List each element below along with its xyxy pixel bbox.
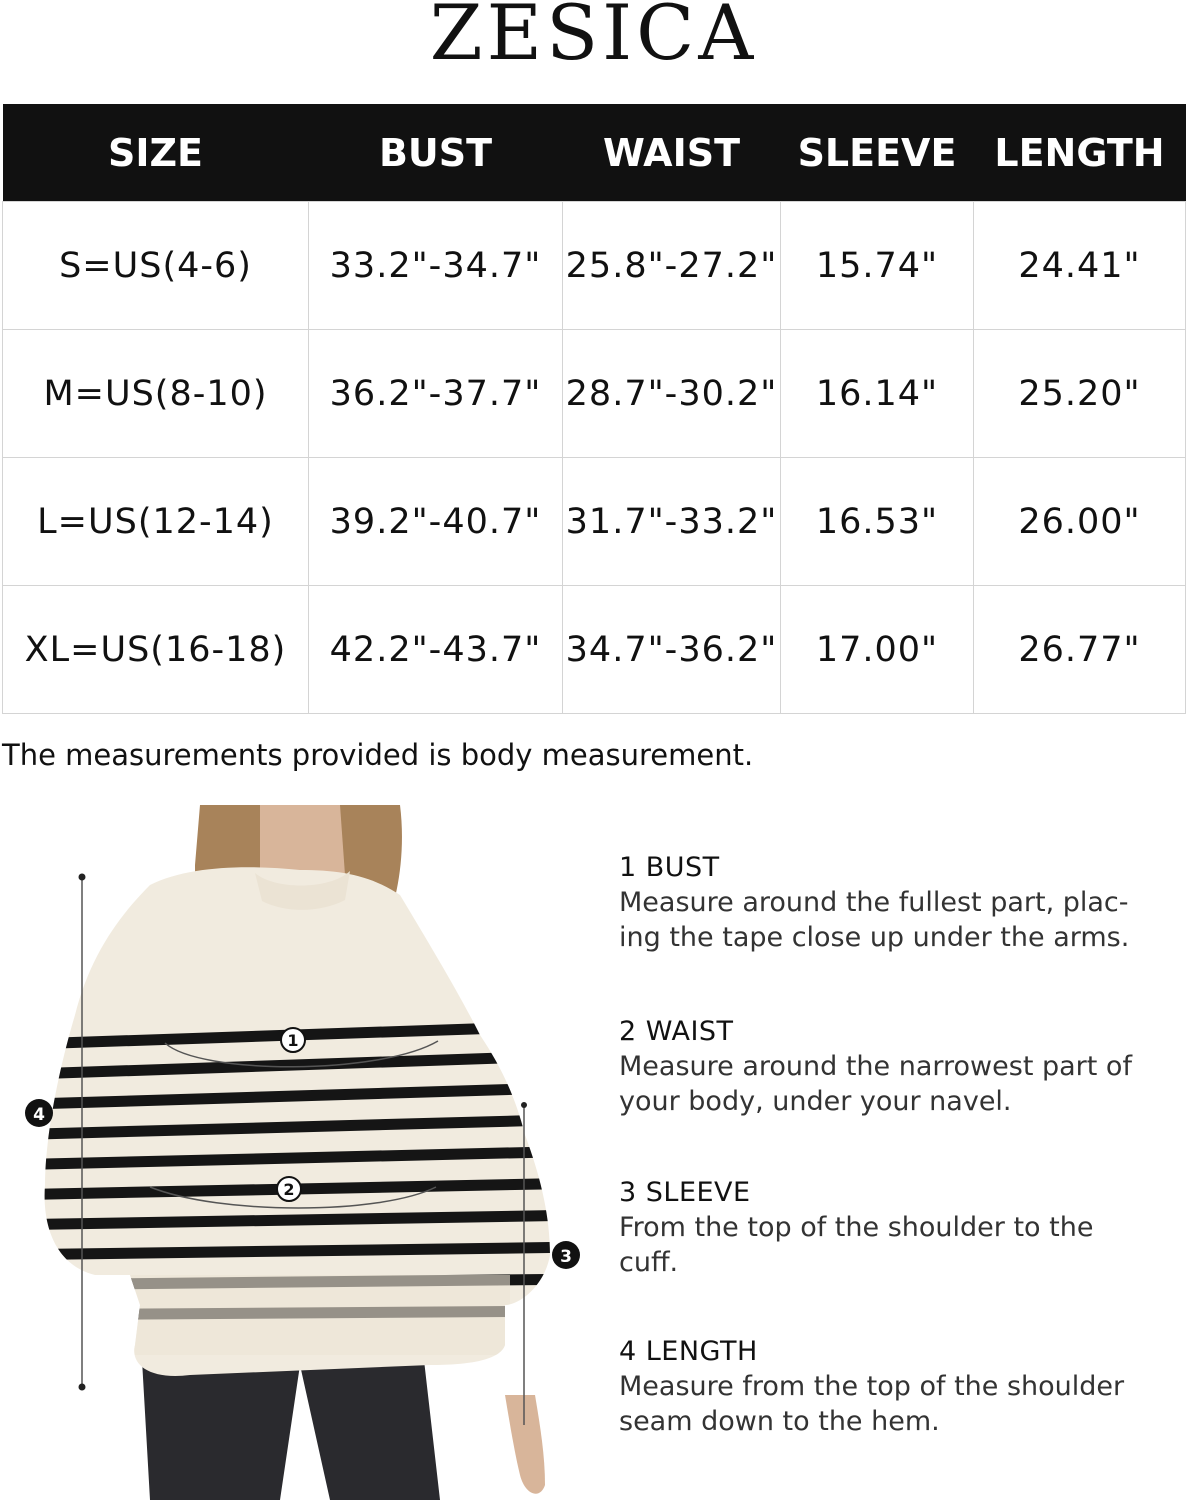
guide-bust: [619, 850, 1159, 955]
cell-bust: 42.2"-43.7": [309, 586, 563, 714]
cell-bust: 39.2"-40.7": [309, 458, 563, 586]
guide-line: your body, under your navel.: [619, 1086, 1012, 1117]
cell-bust: 36.2"-37.7": [309, 330, 563, 458]
marker-2: [277, 1177, 301, 1201]
cell-length: 26.77": [974, 586, 1186, 714]
header-waist: WAIST: [563, 104, 781, 202]
sweater-model-illustration: [0, 805, 590, 1500]
cell-length: 25.20": [974, 330, 1186, 458]
guide-title: 2 WAIST: [619, 1016, 734, 1047]
guide-line: From the top of the shoulder to the: [619, 1212, 1094, 1243]
size-chart-table: [2, 104, 1186, 714]
header-sleeve: SLEEVE: [781, 104, 974, 202]
header-size: SIZE: [3, 104, 309, 202]
cell-size: S=US(4-6): [3, 202, 309, 330]
table-row: [3, 586, 1186, 714]
header-length: LENGTH: [974, 104, 1186, 202]
header-bust: BUST: [309, 104, 563, 202]
guide-line: Measure around the narrowest part of: [619, 1051, 1132, 1082]
marker-4: [25, 1099, 53, 1127]
cell-waist: 25.8"-27.2": [563, 202, 781, 330]
cell-waist: 34.7"-36.2": [563, 586, 781, 714]
table-header-row: [3, 104, 1186, 202]
guide-sleeve: [619, 1175, 1159, 1280]
guide-length: [619, 1334, 1159, 1439]
guide-title: 3 SLEEVE: [619, 1177, 751, 1208]
svg-text:4: 4: [33, 1105, 45, 1125]
marker-3: [552, 1241, 580, 1269]
guide-title: 1 BUST: [619, 852, 720, 883]
guide-line: cuff.: [619, 1247, 679, 1278]
table-row: [3, 330, 1186, 458]
svg-text:3: 3: [560, 1247, 572, 1267]
guide-line: seam down to the hem.: [619, 1406, 940, 1437]
guide-title: 4 LENGTH: [619, 1336, 758, 1367]
marker-1: [281, 1028, 305, 1052]
measurement-note: The measurements provided is body measurement.: [2, 738, 754, 772]
guide-line: Measure from the top of the shoulder: [619, 1371, 1125, 1402]
cell-waist: 31.7"-33.2": [563, 458, 781, 586]
cell-length: 26.00": [974, 458, 1186, 586]
cell-length: 24.41": [974, 202, 1186, 330]
cell-sleeve: 15.74": [781, 202, 974, 330]
table-row: [3, 458, 1186, 586]
guide-line: ing the tape close up under the arms.: [619, 922, 1130, 953]
hand: [505, 1395, 545, 1494]
cell-size: L=US(12-14): [3, 458, 309, 586]
cell-sleeve: 16.14": [781, 330, 974, 458]
svg-text:2: 2: [283, 1180, 295, 1199]
cell-size: M=US(8-10): [3, 330, 309, 458]
cell-sleeve: 17.00": [781, 586, 974, 714]
cell-size: XL=US(16-18): [3, 586, 309, 714]
guide-line: Measure around the fullest part, plac-: [619, 887, 1129, 918]
svg-text:1: 1: [287, 1031, 299, 1050]
cell-sleeve: 16.53": [781, 458, 974, 586]
brand-logo: ZESICA: [429, 0, 758, 77]
cell-bust: 33.2"-34.7": [309, 202, 563, 330]
guide-waist: [619, 1014, 1159, 1119]
cell-waist: 28.7"-30.2": [563, 330, 781, 458]
table-row: [3, 202, 1186, 330]
